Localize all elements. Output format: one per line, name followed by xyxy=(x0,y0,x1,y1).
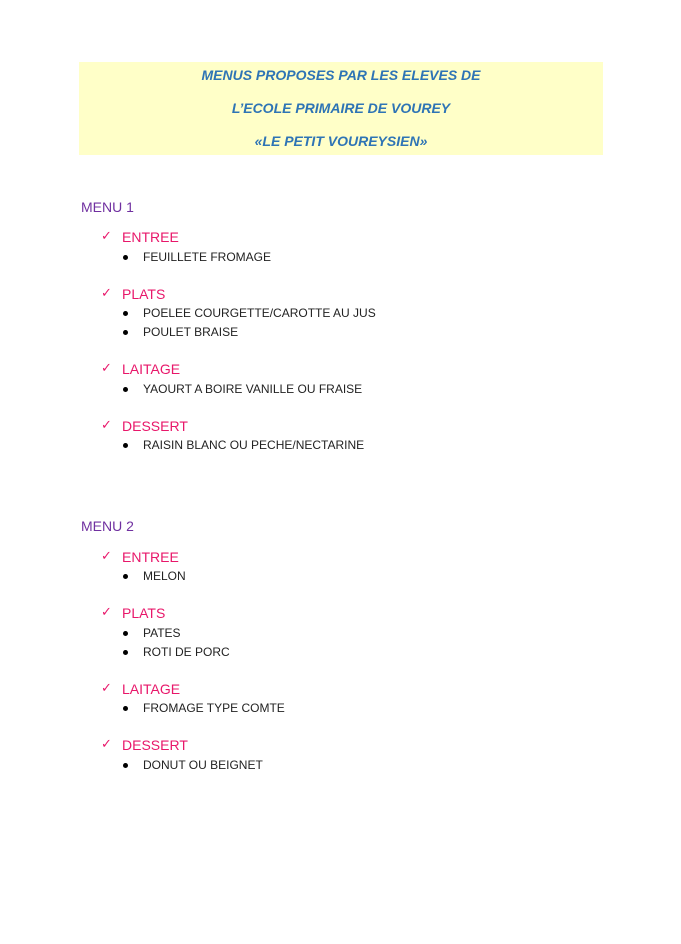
list-item xyxy=(0,436,681,454)
bullet-icon xyxy=(123,311,128,316)
dish-label: PATES xyxy=(143,626,181,640)
bullet-icon xyxy=(123,387,128,392)
title-banner xyxy=(79,62,603,155)
checkmark-icon: ✓ xyxy=(101,681,112,696)
list-item xyxy=(0,380,681,398)
bullet-icon xyxy=(123,650,128,655)
menu-title: MENU 1 xyxy=(81,199,134,215)
checkmark-icon: ✓ xyxy=(101,361,112,376)
dish-label: RAISIN BLANC OU PECHE/NECTARINE xyxy=(143,438,365,452)
course-label: DESSERT xyxy=(122,418,188,434)
checkmark-icon: ✓ xyxy=(101,549,112,564)
menu-title: MENU 2 xyxy=(81,518,134,534)
dish-label: POULET BRAISE xyxy=(143,325,239,339)
dish-label: FEUILLETE FROMAGE xyxy=(143,250,272,264)
bullet-icon xyxy=(123,706,128,711)
bullet-icon xyxy=(123,763,128,768)
course-label: PLATS xyxy=(122,605,166,621)
title-line-3: «LE PETIT VOUREYSIEN» xyxy=(254,133,428,149)
checkmark-icon: ✓ xyxy=(101,286,112,301)
list-item xyxy=(0,643,681,661)
dish-label: FROMAGE TYPE COMTE xyxy=(143,701,285,715)
bullet-icon xyxy=(123,631,128,636)
checkmark-icon: ✓ xyxy=(101,737,112,752)
list-item xyxy=(0,699,681,717)
list-item xyxy=(0,567,681,585)
checkmark-icon: ✓ xyxy=(101,605,112,620)
dish-label: YAOURT A BOIRE VANILLE OU FRAISE xyxy=(143,382,363,396)
bullet-icon xyxy=(123,574,128,579)
title-line-2: L’ECOLE PRIMAIRE DE VOUREY xyxy=(231,100,451,116)
course-label: DESSERT xyxy=(122,737,188,753)
course-label: PLATS xyxy=(122,286,166,302)
bullet-icon xyxy=(123,330,128,335)
course-label: ENTREE xyxy=(122,549,179,565)
list-item xyxy=(0,624,681,642)
checkmark-icon: ✓ xyxy=(101,418,112,433)
list-item xyxy=(0,248,681,266)
dish-label: MELON xyxy=(143,569,186,583)
list-item xyxy=(0,304,681,322)
checkmark-icon: ✓ xyxy=(101,229,112,244)
dish-label: ROTI DE PORC xyxy=(143,645,230,659)
course-label: ENTREE xyxy=(122,229,179,245)
bullet-icon xyxy=(123,255,128,260)
list-item xyxy=(0,756,681,774)
dish-label: DONUT OU BEIGNET xyxy=(143,758,263,772)
list-item xyxy=(0,323,681,341)
course-label: LAITAGE xyxy=(122,361,181,377)
dish-label: POELEE COURGETTE/CAROTTE AU JUS xyxy=(143,306,376,320)
title-line-1: MENUS PROPOSES PAR LES ELEVES DE xyxy=(201,67,481,83)
bullet-icon xyxy=(123,443,128,448)
course-label: LAITAGE xyxy=(122,681,181,697)
